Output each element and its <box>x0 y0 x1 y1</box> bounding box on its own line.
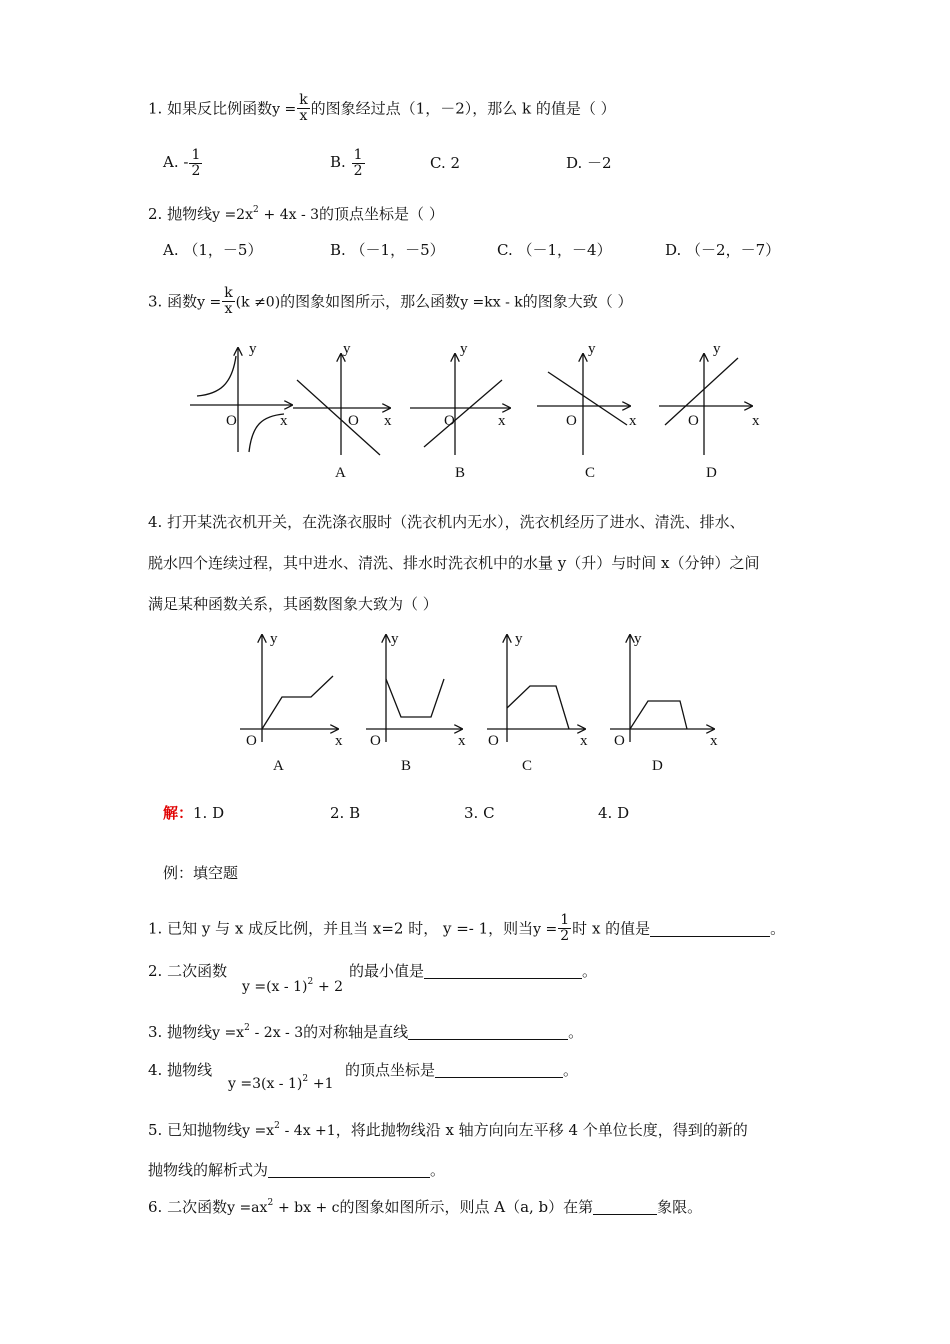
svg-text:C: C <box>522 758 533 774</box>
svg-text:x: x <box>580 733 588 749</box>
answer-3: 3. C <box>464 804 495 822</box>
q1-option-a: A. - $\frac{1}{2}$ <box>163 147 201 179</box>
q3-graph-c <box>537 354 630 455</box>
fill-4: 4. 抛物线 <box>148 1061 213 1079</box>
answer-line: 解：1. D <box>163 804 225 822</box>
svg-text:D: D <box>706 465 717 481</box>
svg-text:O: O <box>444 413 455 429</box>
svg-text:x: x <box>458 733 466 749</box>
svg-text:O: O <box>488 733 499 749</box>
fill-2-tail: 的最小值是 。 <box>349 962 598 980</box>
fill-3: 3. 抛物线$y =x^2 - 2x - 3$的对称轴是直线 。 <box>148 1023 584 1041</box>
svg-text:A: A <box>335 465 346 481</box>
f1-fraction: $\frac{1}{2}$ <box>560 912 570 944</box>
q3-graph-d <box>659 354 752 455</box>
svg-text:x: x <box>710 733 718 749</box>
svg-text:x: x <box>280 413 288 429</box>
svg-text:y: y <box>249 341 257 357</box>
answer-label: 解： <box>163 804 194 822</box>
svg-text:O: O <box>566 413 577 429</box>
answer-blank[interactable] <box>650 922 770 937</box>
svg-text:O: O <box>614 733 625 749</box>
q3-stem: 3. 函数y = $\frac{k}{x}$ (k ≠0)的图象如图所示，那么函数y =kx - k的图象大致（ ） <box>148 285 633 317</box>
svg-text:O: O <box>246 733 257 749</box>
q4-graph-d <box>610 635 714 742</box>
svg-text:y: y <box>713 341 721 357</box>
fill-4-tail: 的顶点坐标是 。 <box>345 1061 579 1079</box>
answer-blank[interactable] <box>593 1200 657 1215</box>
q1-a-fraction: $\frac{1}{2}$ <box>191 147 201 179</box>
fill-2-expr: y =(x - 1)$^2$ + 2 <box>242 977 344 995</box>
q1-b-fraction: $\frac{1}{2}$ <box>353 147 363 179</box>
answer-blank[interactable] <box>435 1063 563 1078</box>
svg-text:y: y <box>460 341 468 357</box>
fill-5-line-1: 5. 已知抛物线$y =x^2 - 4x +1$，将此抛物线沿 x 轴方向向左平移 4 个单位长度，得到的新的 <box>148 1121 748 1139</box>
fill-2: 2. 二次函数 <box>148 962 228 980</box>
answer-blank[interactable] <box>268 1163 430 1178</box>
fill-6: 6. 二次函数$y =ax^2$ + bx + c的图象如图所示，则点 A（a, b）在第 象限。 <box>148 1198 703 1216</box>
svg-text:O: O <box>688 413 699 429</box>
q2-option-b: B. （－1，－5） <box>330 241 445 259</box>
q3-fraction: $\frac{k}{x}$ <box>224 285 233 317</box>
answer-2: 2. B <box>330 804 361 822</box>
q2-stem: 2. 抛物线$y =2x^2 + 4x - 3$的顶点坐标是（ ） <box>148 205 444 223</box>
q1-stem: 1. 如果反比例函数y = $\frac{k}{x}$ 的图象经过点（1，－2），那么 k 的值是（ ） <box>148 92 616 124</box>
q2-option-c: C. （－1，－4） <box>497 241 612 259</box>
svg-text:x: x <box>384 413 392 429</box>
svg-text:y: y <box>634 631 642 647</box>
q3-hyperbola-graph <box>190 348 292 452</box>
svg-text:y: y <box>515 631 523 647</box>
svg-text:D: D <box>652 758 663 774</box>
svg-text:B: B <box>401 758 412 774</box>
q4-graph-b <box>366 635 462 742</box>
q4-line-1: 4. 打开某洗衣机开关，在洗涤衣服时（洗衣机内无水），洗衣机经历了进水、清洗、排水、 <box>148 513 745 531</box>
svg-text:O: O <box>370 733 381 749</box>
answer-4: 4. D <box>598 804 630 822</box>
svg-text:A: A <box>273 758 284 774</box>
answer-blank[interactable] <box>424 964 582 979</box>
fill-5-line-2: 抛物线的解析式为 。 <box>148 1161 446 1179</box>
q3-graph-a <box>293 354 390 455</box>
svg-text:O: O <box>348 413 359 429</box>
fill-4-expr: y =3(x - 1)$^2$ +1 <box>228 1074 334 1092</box>
q4-graph-a <box>240 635 338 742</box>
svg-text:y: y <box>270 631 278 647</box>
answer-blank[interactable] <box>408 1025 568 1040</box>
example-title: 例：填空题 <box>163 864 239 882</box>
q1-option-c: C. 2 <box>430 154 461 172</box>
svg-text:x: x <box>335 733 343 749</box>
svg-text:x: x <box>629 413 637 429</box>
svg-text:x: x <box>752 413 760 429</box>
q4-line-2: 脱水四个连续过程，其中进水、清洗、排水时洗衣机中的水量 y（升）与时间 x（分钟）之间 <box>148 554 760 572</box>
q1-option-b: B. $\frac{1}{2}$ <box>330 147 363 179</box>
svg-text:O: O <box>226 413 237 429</box>
svg-text:x: x <box>498 413 506 429</box>
svg-text:C: C <box>585 465 596 481</box>
q4-line-3: 满足某种函数关系，其函数图象大致为（ ） <box>148 595 438 613</box>
q3-graph-b <box>410 354 510 455</box>
svg-text:y: y <box>343 341 351 357</box>
q4-graph-c <box>487 635 585 742</box>
q1-option-d: D. －2 <box>566 154 612 172</box>
q1-fraction: $\frac{k}{x}$ <box>299 92 308 124</box>
q3-hyperbola-branch-right <box>249 414 284 452</box>
q3-hyperbola-branch-left <box>197 356 236 396</box>
svg-text:B: B <box>455 465 466 481</box>
fill-1: 1. 已知 y 与 x 成反比例，并且当 x=2 时， y =- 1，则当y = $\frac{1}{2}$ 时 x 的值是 。 <box>148 912 786 944</box>
q2-option-a: A. （1，－5） <box>163 241 263 259</box>
svg-text:y: y <box>588 341 596 357</box>
svg-text:y: y <box>391 631 399 647</box>
q2-option-d: D. （－2，－7） <box>665 241 781 259</box>
